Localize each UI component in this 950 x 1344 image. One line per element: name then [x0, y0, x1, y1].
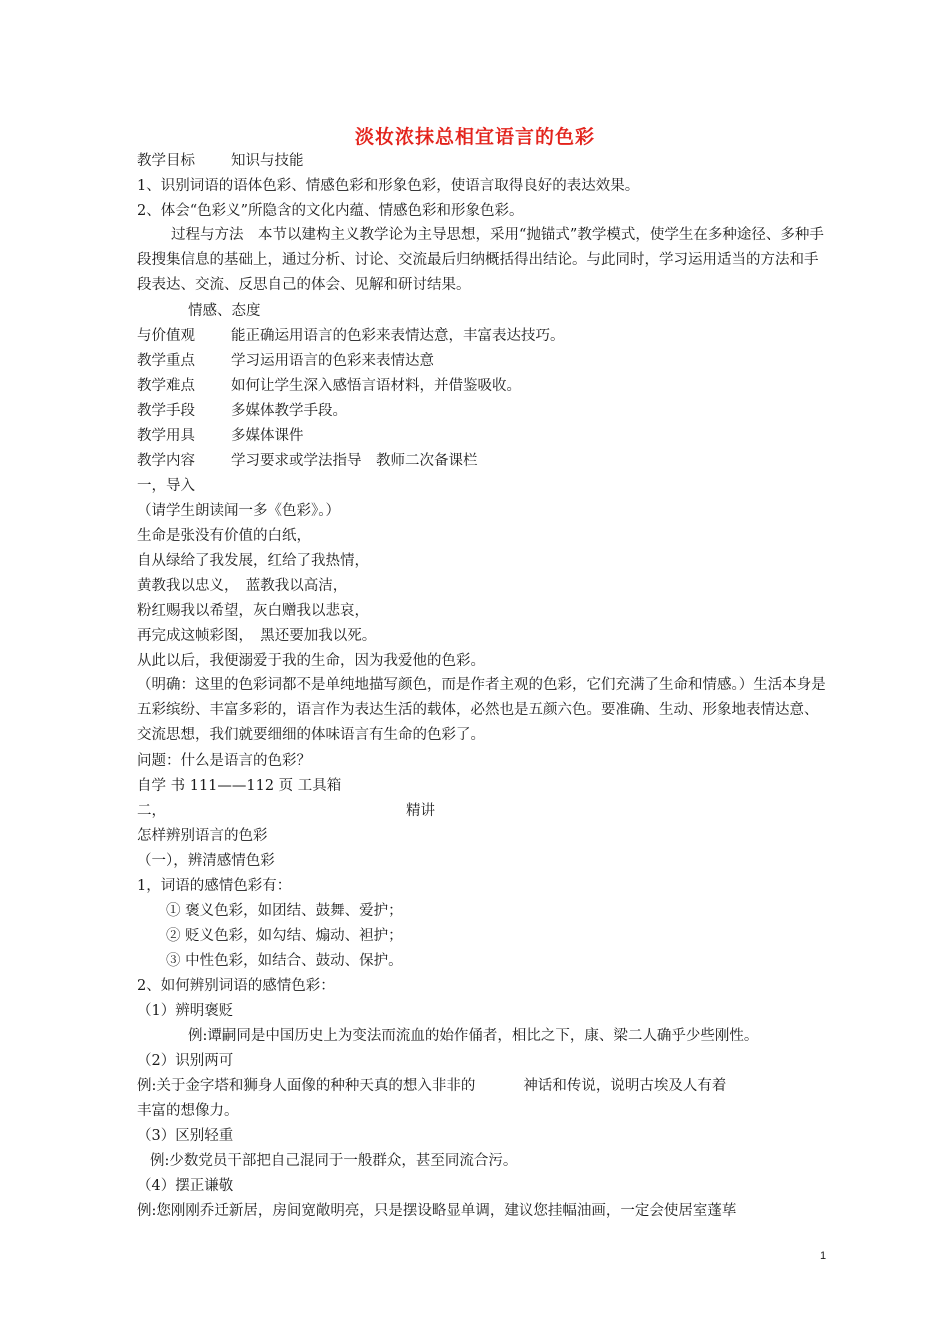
section-heading [137, 801, 435, 821]
text-line: 自学 书 111——112 页 工具箱 [137, 778, 342, 794]
row-value: 多媒体教学手段。 [231, 403, 347, 419]
poem-line: 粉红赐我以希望，灰白赠我以悲哀， [137, 603, 369, 619]
text-line: （3）区别轻重 [137, 1128, 234, 1144]
example-line: 例:少数党员干部把自己混同于一般群众，甚至同流合污。 [150, 1153, 518, 1169]
section-title: 精讲 [406, 803, 435, 819]
text-line: （4）摆正谦敬 [137, 1178, 234, 1194]
list-item: ③ 中性色彩，如结合、鼓动、保护。 [166, 953, 403, 969]
row-label: 与价值观 [137, 328, 195, 344]
page-title: 淡妆浓抹总相宜语言的色彩 [354, 126, 595, 148]
process-method-paragraph: 过程与方法 本节以建构主义教学论为主导思想，采用“抛锚式”教学模式，使学生在多种途径、多种手段搜集信息的基础上，通过分析、讨论、交流最后归纳概括得出结论。与此同时，学习运用适当的方法和手段表达、交流、反思自己的体会、见解和研讨结果。 [137, 227, 824, 293]
text-line: 2、体会“色彩义”所隐含的文化内蕴、情感色彩和形象色彩。 [137, 203, 524, 219]
poem-line: 自从绿给了我发展，红给了我热情， [137, 553, 369, 569]
text-line: 问题：什么是语言的色彩？ [137, 753, 311, 769]
row-value: 学习运用语言的色彩来表情达意 [231, 353, 434, 369]
list-item: ① 褒义色彩，如团结、鼓舞、爱护； [166, 903, 403, 919]
text-line: 1，词语的感情色彩有： [137, 878, 292, 894]
text-line: （一），辨清感情色彩 [137, 853, 275, 869]
text-line: 2、如何辨别词语的感情色彩： [137, 978, 335, 994]
poem-line: 再完成这帧彩图， 黑还要加我以死。 [137, 628, 377, 644]
example-text: 神话和传说，说明古埃及人有着 [523, 1078, 727, 1094]
poem-line: 从此以后，我便溺爱于我的生命，因为我爱他的色彩。 [137, 653, 485, 669]
values-row [137, 326, 565, 346]
list-item: ② 贬义色彩，如勾结、煽动、袒护； [166, 928, 403, 944]
objectives-heading [137, 151, 304, 171]
example-line: 例:谭嗣同是中国历史上为变法而流血的始作俑者，相比之下，康、梁二人确乎少些刚性。 [188, 1028, 759, 1044]
means-row [137, 401, 347, 421]
key-points-row [137, 351, 434, 371]
example-line: 例:您刚刚乔迁新居，房间宽敞明亮，只是摆设略显单调，建议您挂幅油画，一定会使居室蓬荜 [137, 1203, 737, 1219]
row-value: 多媒体课件 [231, 428, 304, 444]
row-label: 教学难点 [137, 378, 195, 394]
label-knowledge-skills: 知识与技能 [231, 153, 304, 169]
text-line: （请学生朗读闻一多《色彩》。） [137, 503, 340, 519]
label-teaching-objectives: 教学目标 [137, 153, 195, 169]
row-value: 能正确运用语言的色彩来表情达意，丰富表达技巧。 [231, 328, 565, 344]
text-line: （2）识别两可 [137, 1053, 234, 1069]
example-text: 例:关于金字塔和狮身人面像的种种天真的想入非非的 [137, 1078, 476, 1094]
section-heading: 一，导入 [137, 478, 195, 494]
difficulties-row [137, 376, 521, 396]
example-line [137, 1076, 726, 1096]
text-line: 情感、态度 [188, 303, 261, 319]
text-line: 怎样辨别语言的色彩 [137, 828, 268, 844]
text-line: （1）辨明褒贬 [137, 1003, 234, 1019]
poem-line: 黄教我以忠义， 蓝教我以高洁， [137, 578, 348, 594]
clarification-paragraph: （明确：这里的色彩词都不是单纯地描写颜色，而是作者主观的色彩，它们充满了生命和情感。）生活本身是五彩缤纷、丰富多彩的，语言作为表达生活的载体，必然也是五颜六色。要准确、生动、形象地表情达意、交流思想，我们就要细细的体味语言有生命的色彩了。 [137, 677, 826, 743]
row-value: 如何让学生深入感悟言语材料，并借鉴吸收。 [231, 378, 521, 394]
text-line: 丰富的想像力。 [137, 1103, 239, 1119]
text-line: 1、识别词语的语体色彩、情感色彩和形象色彩，使语言取得良好的表达效果。 [137, 178, 640, 194]
row-label: 教学内容 [137, 453, 195, 469]
row-label: 教学用具 [137, 428, 195, 444]
poem-line: 生命是张没有价值的白纸， [137, 528, 311, 544]
section-number: 二， [137, 803, 166, 819]
content-row [137, 451, 478, 471]
page-number: 1 [820, 1250, 827, 1262]
row-label: 教学重点 [137, 353, 195, 369]
row-label: 教学手段 [137, 403, 195, 419]
row-value: 学习要求或学法指导 教师二次备课栏 [231, 453, 478, 469]
tools-row [137, 426, 304, 446]
